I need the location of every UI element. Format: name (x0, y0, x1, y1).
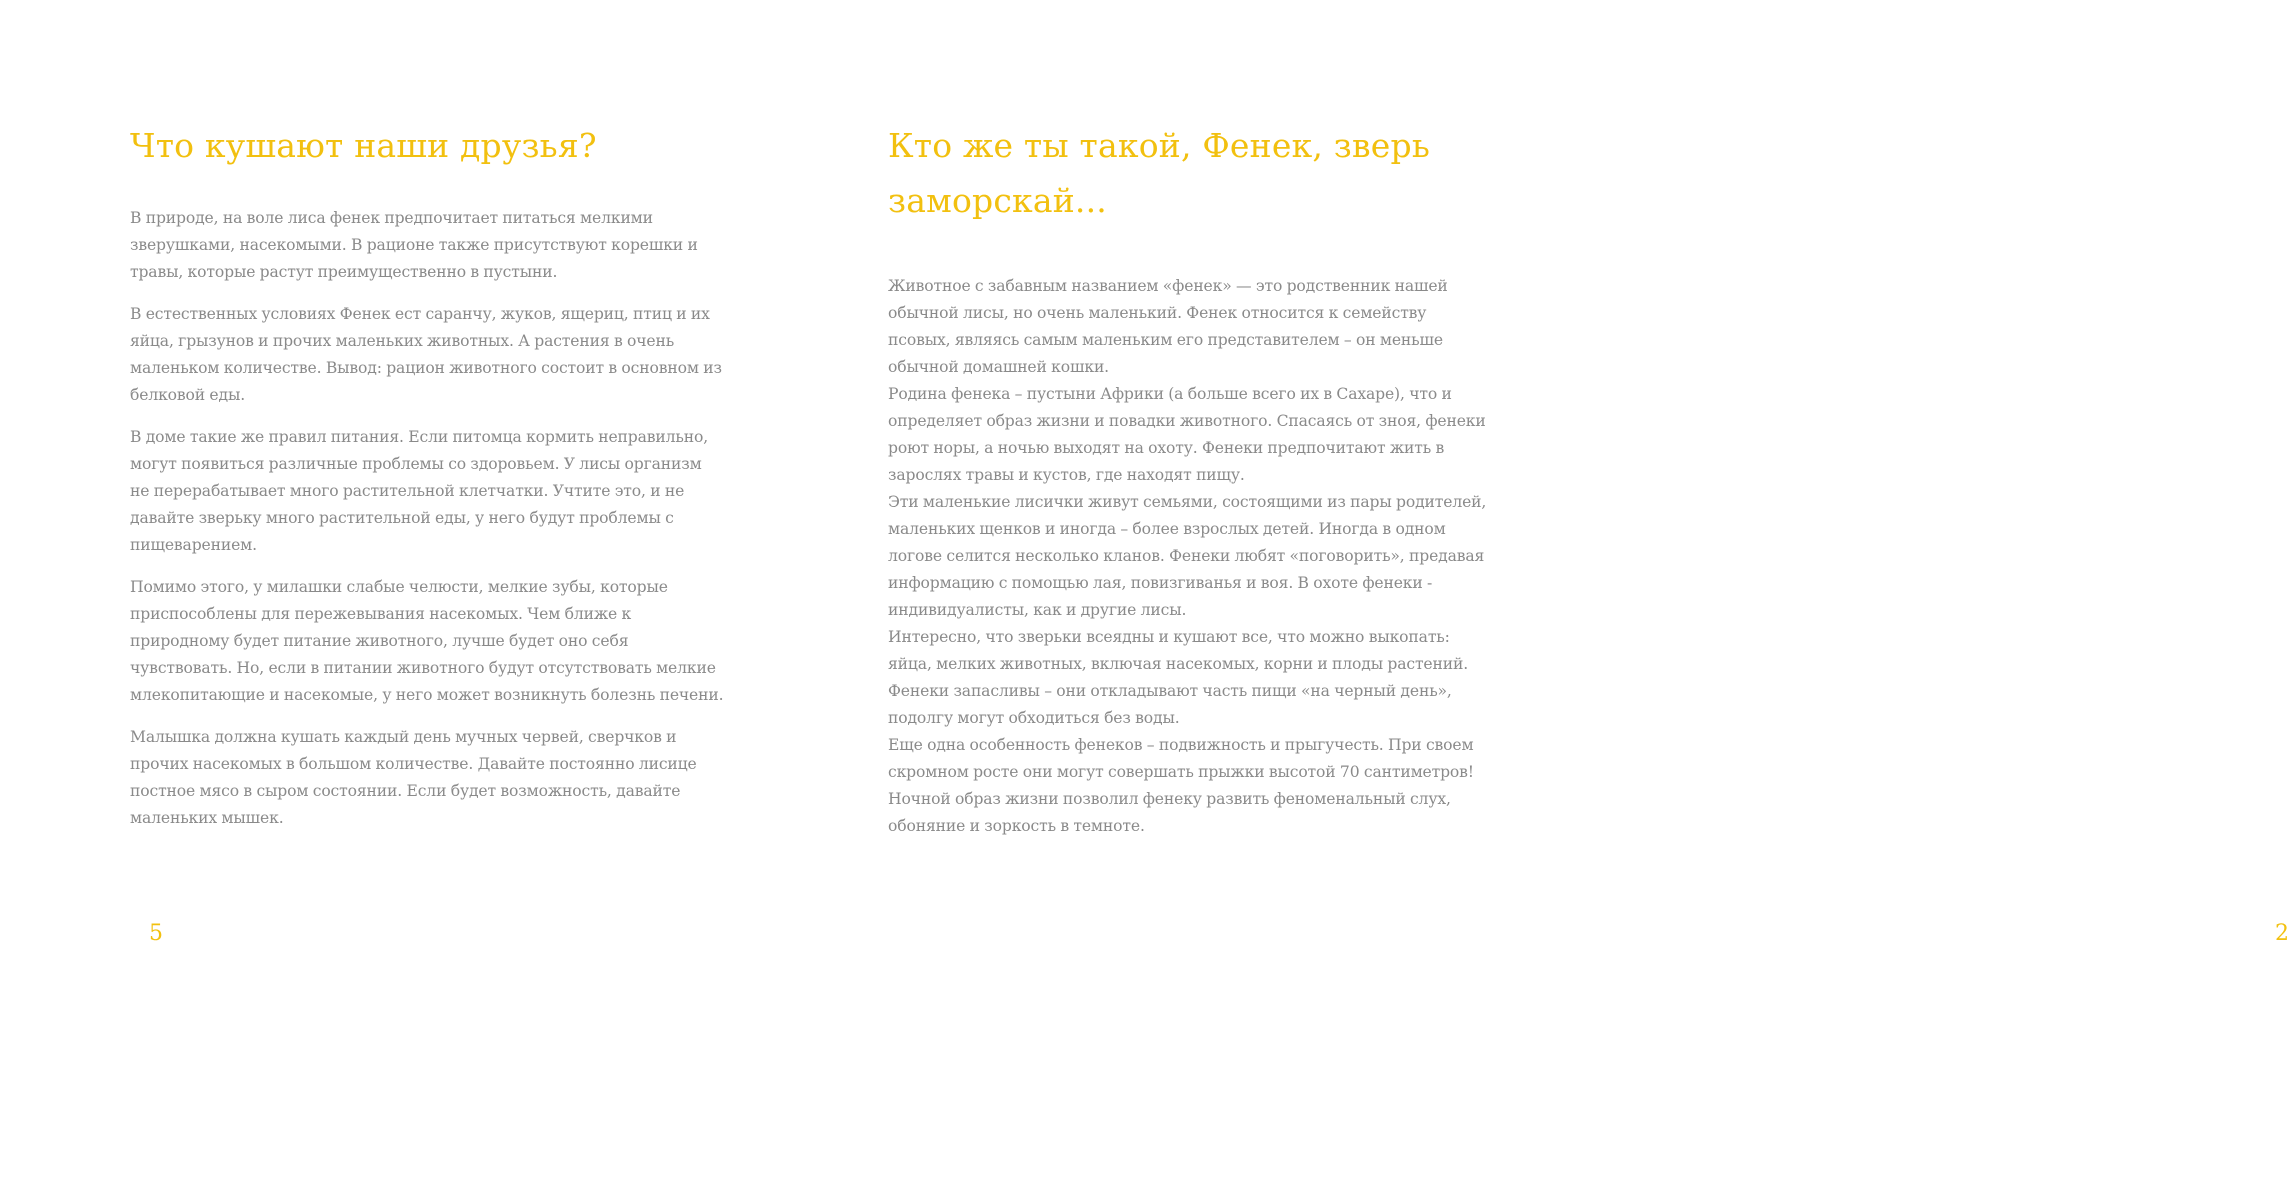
right-paragraph-4: Интересно, что зверьки всеядны и кушают все, что можно выкопать: яйца, мелких животных, включая насекомых, корни и плоды растений. Фенеки запасливы – они откладывают часть пищи «на черный день», подолгу могут обходиться без воды. (888, 628, 1469, 727)
left-paragraph-1: В природе, на воле лиса фенек предпочитает питаться мелкими зверушками, насекомыми. В рационе также присутствуют корешки и травы, которые растут преимущественно в пустыни. (130, 209, 698, 281)
left-paragraph-4: Помимо этого, у милашки слабые челюсти, мелкие зубы, которые приспособлены для пережевывания насекомых. Чем ближе к природному будет питание животного, лучше будет оно себя чувствовать. Но, если в питании животного будут отсутствовать мелкие млекопитающие и насекомые, у него может возникнуть болезнь печени. (130, 578, 724, 704)
right-page-content (888, 118, 1488, 840)
left-page (0, 0, 800, 1200)
left-paragraph-5: Малышка должна кушать каждый день мучных червей, сверчков и прочих насекомых в большом количестве. Давайте постоянно лисице постное мясо в сыром состоянии. Если будет возможность, давайте маленьких мышек. (130, 728, 697, 827)
left-page-number: 5 (149, 921, 163, 946)
right-paragraph-2: Родина фенека – пустыни Африки (а больше всего их в Сахаре), что и определяет образ жизни и повадки животного. Спасаясь от зноя, фенеки роют норы, а ночью выходят на охоту. Фенеки предпочитают жить в зарослях травы и кустов, где находят пищу. (888, 385, 1486, 484)
right-paragraph-3: Эти маленькие лисички живут семьями, состоящими из пары родителей, маленьких щенков и иногда – более взрослых детей. Иногда в одном логове селится несколько кланов. Фенеки любят «поговорить», предавая информацию с помощью лая, повизгиванья и воя. В охоте фенеки - индивидуалисты, как и другие лисы. (888, 493, 1487, 619)
right-paragraph-1: Животное с забавным названием «фенек» — это родственник нашей обычной лисы, но очень маленький. Фенек относится к семейству псовых, являясь самым маленьким его представителем – он меньше обычной домашней кошки. (888, 277, 1448, 376)
left-page-title: Что кушают наши друзья? (130, 126, 597, 165)
left-paragraph-2: В естественных условиях Фенек ест саранчу, жуков, ящериц, птиц и их яйца, грызунов и прочих маленьких животных. А растения в очень маленьком количестве. Вывод: рацион животного состоит в основном из белковой еды. (130, 305, 722, 404)
left-page-content (130, 118, 725, 847)
right-paragraph-5: Еще одна особенность фенеков – подвижность и прыгучесть. При своем скромном росте они могут совершать прыжки высотой 70 сантиметров! Ночной образ жизни позволил фенеку развить феноменальный слух, обоняние и зоркость в темноте. (888, 736, 1474, 835)
right-page-number: 2 (2275, 921, 2289, 946)
right-page-title: Кто же ты такой, Фенек, зверь заморскай... (888, 126, 1430, 220)
left-paragraph-3: В доме такие же правил питания. Если питомца кормить неправильно, могут появиться различные проблемы со здоровьем. У лисы организм не перерабатывает много растительной клетчатки. Учтите это, и не давайте зверьку много растительной еды, у него будут проблемы с пищеварением. (130, 428, 709, 554)
